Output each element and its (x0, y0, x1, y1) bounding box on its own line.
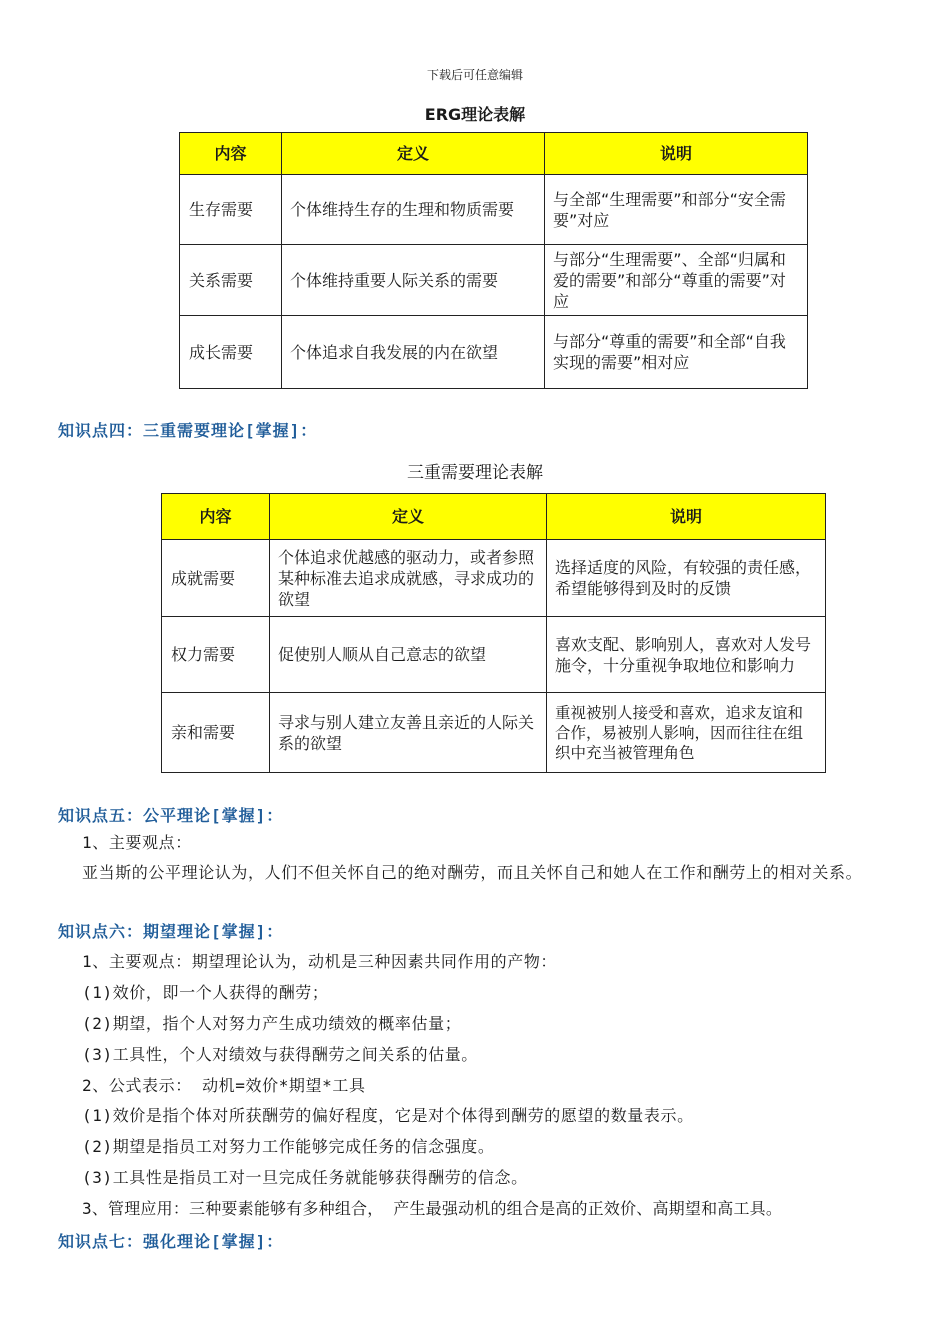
erg-cell-definition: 个体维持生存的生理和物质需要 (282, 175, 545, 245)
triple-header-content: 内容 (162, 494, 270, 540)
expectancy-line: (2)期望，指个人对努力产生成功绩效的概率估量； (82, 1014, 462, 1033)
triple-cell-name: 成就需要 (162, 540, 270, 617)
expectancy-line: (3)工具性，个人对绩效与获得酬劳之间关系的估量。 (82, 1045, 478, 1064)
expectancy-line: 1、主要观点：期望理论认为，动机是三种因素共同作用的产物： (82, 952, 558, 971)
erg-table (179, 132, 808, 389)
triple-header-explanation: 说明 (547, 494, 826, 540)
table-row (162, 693, 826, 773)
table-row (180, 245, 808, 316)
table-row (162, 617, 826, 693)
erg-cell-explanation: 与部分“尊重的需要”和全部“自我实现的需要”相对应 (545, 316, 808, 389)
triple-cell-explanation: 喜欢支配、影响别人，喜欢对人发号施令，十分重视争取地位和影响力 (547, 617, 826, 693)
table-row (180, 175, 808, 245)
triple-header-definition: 定义 (270, 494, 547, 540)
erg-cell-explanation: 与全部“生理需要”和部分“安全需要”对应 (545, 175, 808, 245)
triple-needs-table (161, 493, 826, 773)
equity-paragraph: 亚当斯的公平理论认为，人们不但关怀自己的绝对酬劳，而且关怀自己和她人在工作和酬劳上的相对关系。 (82, 863, 863, 882)
erg-header-explanation: 说明 (545, 133, 808, 175)
table-row (162, 540, 826, 617)
triple-cell-name: 亲和需要 (162, 693, 270, 773)
heading-knowledge-point-4: 知识点四：三重需要理论[掌握]： (58, 421, 318, 440)
erg-header-definition: 定义 (282, 133, 545, 175)
triple-cell-explanation: 选择适度的风险，有较强的责任感，希望能够得到及时的反馈 (547, 540, 826, 617)
triple-table-title: 三重需要理论表解 (407, 463, 543, 483)
expectancy-line: (2)期望是指员工对努力工作能够完成任务的信念强度。 (82, 1137, 495, 1156)
erg-cell-name: 生存需要 (180, 175, 282, 245)
erg-cell-explanation: 与部分“生理需要”、全部“归属和爱的需要”和部分“尊重的需要”对应 (545, 245, 808, 316)
erg-cell-definition: 个体追求自我发展的内在欲望 (282, 316, 545, 389)
equity-subheading: 1、主要观点： (82, 833, 192, 852)
table-row (180, 316, 808, 389)
expectancy-formula: 2、公式表示： 动机=效价*期望*工具 (82, 1076, 366, 1095)
triple-cell-explanation: 重视被别人接受和喜欢，追求友谊和合作，易被别人影响，因而往往在组织中充当被管理角色 (547, 693, 826, 773)
erg-header-content: 内容 (180, 133, 282, 175)
erg-cell-name: 成长需要 (180, 316, 282, 389)
triple-cell-definition: 寻求与别人建立友善且亲近的人际关系的欲望 (270, 693, 547, 773)
heading-knowledge-point-7: 知识点七：强化理论[掌握]： (58, 1232, 284, 1251)
expectancy-line: (1)效价，即一个人获得的酬劳； (82, 983, 329, 1002)
triple-cell-definition: 个体追求优越感的驱动力，或者参照某种标准去追求成就感，寻求成功的欲望 (270, 540, 547, 617)
triple-header-row (162, 494, 826, 540)
erg-cell-name: 关系需要 (180, 245, 282, 316)
triple-cell-definition: 促使别人顺从自己意志的欲望 (270, 617, 547, 693)
erg-header-row (180, 133, 808, 175)
heading-knowledge-point-6: 知识点六：期望理论[掌握]： (58, 922, 284, 941)
triple-cell-name: 权力需要 (162, 617, 270, 693)
expectancy-line: (1)效价是指个体对所获酬劳的偏好程度，它是对个体得到酬劳的愿望的数量表示。 (82, 1106, 694, 1125)
erg-cell-definition: 个体维持重要人际关系的需要 (282, 245, 545, 316)
erg-table-title: ERG理论表解 (424, 105, 526, 124)
heading-knowledge-point-5: 知识点五：公平理论[掌握]： (58, 806, 284, 825)
top-note: 下载后可任意编辑 (426, 68, 523, 82)
expectancy-application: 3、管理应用：三种要素能够有多种组合， 产生最强动机的组合是高的正效价、高期望和高工具。 (82, 1199, 783, 1218)
expectancy-line: (3)工具性是指员工对一旦完成任务就能够获得酬劳的信念。 (82, 1168, 528, 1187)
